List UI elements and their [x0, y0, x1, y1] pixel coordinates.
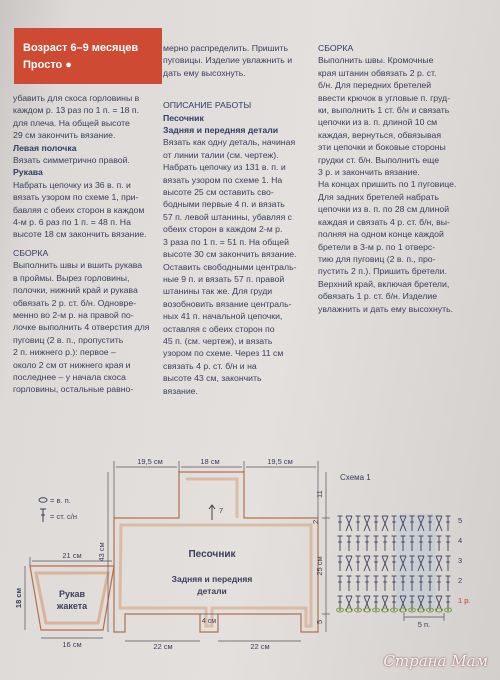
- stitch-symbol: [374, 576, 379, 591]
- sleeve-top-dim: 21 см: [62, 551, 82, 560]
- stitch-symbol: [364, 516, 370, 531]
- text-line: возобновить вязание централь-: [163, 298, 292, 309]
- difficulty-dot-icon: ●: [65, 59, 72, 71]
- text-line: Набрать цепочку из 131 в. п. и: [163, 162, 286, 173]
- sleeves-title: Рукава: [13, 167, 43, 178]
- stitch-symbol: [446, 536, 451, 551]
- text-line: Выполнить швы. Кромочные: [318, 55, 434, 66]
- stitch-symbol: [383, 536, 388, 551]
- stitch-symbol: [338, 556, 343, 571]
- text-line: бавляя с обеих сторон в каждом: [13, 204, 145, 215]
- text-line: 57 п. левой штанины, убавляя с: [163, 211, 293, 222]
- text-line: от линии талии (см. чертеж).: [163, 149, 279, 160]
- romper-title: Песочник: [188, 549, 236, 560]
- text-line: 4-м р. 6 раз по 1 п. = 48 п. На: [13, 217, 131, 228]
- parts-title: Задняя и передняя детали: [163, 125, 279, 136]
- stitch-symbol: [437, 576, 442, 591]
- stitch-symbol: [436, 556, 442, 571]
- text-line: Вязать симметрично правой.: [13, 155, 130, 166]
- text-line: узором по схеме. Через 11 см: [163, 348, 284, 359]
- assembly-title-2: СБОРКА: [318, 43, 354, 53]
- romper-subtitle-2: детали: [197, 586, 227, 596]
- stitch-symbol: [374, 556, 379, 571]
- text-line: лочке выполнить 4 отверстия для: [13, 322, 150, 333]
- dim-top-left: 19,5 см: [137, 457, 163, 466]
- romper-subtitle-1: Задняя и передняя: [171, 574, 253, 584]
- text-line: края штанин обвязать 2 р. ст.: [318, 67, 437, 78]
- text-line: каждая и связать 4 р. ст. б/н, вы-: [318, 216, 450, 227]
- dim-top-right: 19,5 см: [267, 457, 293, 466]
- text-line: тию для пуговиц (2 в. п., про-: [318, 253, 436, 264]
- text-line: пуговицы. Изделие увлажнить и: [163, 55, 293, 66]
- sleeve-diagram: [14, 551, 114, 649]
- age-title: Возраст 6–9 месяцев: [23, 42, 139, 54]
- stitch-symbol: [446, 576, 451, 591]
- stitch-symbol: [356, 536, 361, 551]
- text-line: полняя на одном конце каждой: [318, 229, 444, 240]
- text-line: обвязать 2 р. ст. б/н. Одновре-: [13, 297, 137, 308]
- romper-diagram: [97, 457, 330, 651]
- text-line: ввести крючок в угловые п. груд-: [318, 92, 450, 103]
- stitch-symbol: [365, 536, 370, 551]
- stitch-symbol: [437, 536, 442, 551]
- stitch-symbol: [338, 516, 343, 531]
- text-line: пустить 2 п.). Пришить бретели.: [318, 266, 447, 277]
- work-description-title: ОПИСАНИЕ РАБОТЫ: [163, 100, 252, 111]
- text-line: вязать узором по схеме 1. На: [163, 174, 283, 185]
- text-line: бодными первые 4 п. и вязать: [163, 199, 285, 210]
- text-line: Выполнить швы и вшить рукава: [13, 260, 143, 271]
- text-line: пуговиц (2 в. п., пропустить: [13, 334, 124, 345]
- row-label-4: 4: [458, 536, 463, 545]
- text-line: Верхний край, включая бретели,: [318, 278, 450, 289]
- dim-top-mid: 18 см: [200, 457, 220, 466]
- dim-11: 11: [315, 490, 324, 498]
- stitch-symbol: [346, 516, 352, 531]
- text-line: бретели в 3-м р. по 1 отверс-: [318, 241, 436, 252]
- stitch-symbol: [392, 576, 397, 591]
- stitch-symbol: [347, 536, 352, 551]
- dim-bottom-right: 22 см: [250, 642, 270, 651]
- sleeve-title-2: жакета: [56, 601, 88, 611]
- text-line: Набрать цепочку из 36 в. п. и: [13, 179, 131, 190]
- text-line: обеих сторон в каждом 2-м р.: [163, 224, 283, 235]
- text-line: для плеча. На общей высоте: [13, 117, 130, 128]
- assembly-title: СБОРКА: [13, 247, 49, 258]
- stitch-symbol: [356, 516, 361, 531]
- text-line: 2 п. нижнего р.): первое –: [13, 347, 116, 358]
- difficulty-label: Просто: [23, 59, 63, 71]
- text-line: убавить для скоса горловины в: [13, 93, 140, 103]
- text-line: грудки ст. б/н. Выполнить еще: [318, 154, 440, 165]
- stitch-symbol: [347, 576, 352, 591]
- text-line: связать 4 р. ст. б/н и на: [163, 360, 257, 371]
- legend-chain-label: = в. п.: [50, 496, 71, 505]
- stitch-symbol: [346, 556, 352, 571]
- stitch-symbol: [338, 576, 343, 591]
- sleeve-bottom-dim: 16 см: [62, 640, 82, 649]
- text-line: ных 41 п. начальной цепочки,: [163, 311, 283, 322]
- site-watermark: Страна Мам: [383, 652, 488, 670]
- row-label-1: 1 р.: [458, 596, 471, 605]
- text-line: цепочки из в. п. длиной 10 см: [318, 117, 438, 128]
- scheme-1: [337, 473, 471, 629]
- sleeve-title-1: Рукав: [58, 589, 86, 599]
- dim-25: 25 см: [315, 556, 324, 576]
- text-line: увлажнить и дать ему высохнуть.: [318, 303, 454, 314]
- stitch-symbol: [436, 516, 442, 531]
- stitch-symbol: [374, 516, 379, 531]
- stitch-symbol: [356, 556, 361, 571]
- text-line: цепочки из в. п. по 28 см длиной: [318, 204, 450, 215]
- text-line: б/н. Для передних бретелей: [318, 80, 432, 91]
- stitch-symbol: [374, 536, 379, 551]
- text-line: обвязать 1 р. ст. б/н. Изделие: [318, 291, 438, 302]
- text-line: мерно распределить. Пришить: [163, 43, 288, 53]
- dim-2: 2: [311, 519, 320, 524]
- text-line: дать ему высохнуть.: [163, 67, 246, 78]
- text-line: менно во 2-м р. на правой по-: [13, 309, 134, 320]
- sleeve-side-dim: 18 см: [14, 587, 23, 609]
- dim-7: 7: [219, 506, 224, 515]
- text-line: высоте 43 см, закончить: [163, 373, 262, 384]
- text-line: ные 9 п. и вязать 57 п. правой: [163, 273, 285, 284]
- stitch-symbol: [382, 516, 388, 531]
- text-line: ки, выполнить 1 ст. б/н и связать: [318, 105, 450, 116]
- stitch-symbol: [392, 536, 397, 551]
- stitch-symbol: [392, 516, 397, 531]
- dim-height: 43 см: [97, 542, 106, 562]
- stitch-symbol: [392, 556, 397, 571]
- dim-bottom-mid: 4 см: [201, 618, 217, 625]
- text-line: полочки, нижний край и рукава: [13, 285, 138, 296]
- text-line: высоте 18 см закончить вязание.: [13, 229, 147, 240]
- text-line: в проймы. Вырез горловины,: [13, 272, 130, 283]
- sc-stitch-icon: [40, 509, 46, 522]
- text-line: вязание.: [163, 385, 198, 396]
- text-line: вязать узором по схеме 1, при-: [13, 192, 139, 203]
- stitch-symbol: [364, 556, 370, 571]
- text-line: 3 раза по 1 п. = 51 п. На общей: [163, 236, 289, 247]
- dim-5: 5: [315, 619, 324, 624]
- stitch-symbol: [383, 576, 388, 591]
- text-line: Вязать как одну деталь, начиная: [163, 137, 296, 148]
- text-line: оставляя с обеих сторон по: [163, 323, 275, 334]
- text-line: высоте 30 см закончить вязание.: [163, 249, 297, 260]
- stitch-symbol: [446, 596, 451, 611]
- text-line: Оставить свободными централь-: [163, 261, 297, 272]
- stitch-symbol: [374, 596, 379, 611]
- stitch-symbol: [392, 596, 397, 611]
- stitch-symbol: [382, 556, 388, 571]
- stitch-symbol: [446, 556, 451, 571]
- text-line: Для задних бретелей набрать: [318, 191, 439, 202]
- stitch-symbol: [365, 576, 370, 591]
- stitch-symbol: [338, 596, 343, 611]
- left-front-title: Левая полочка: [13, 142, 77, 153]
- row-label-3: 3: [458, 556, 463, 565]
- row-label-2: 2: [458, 576, 463, 585]
- romper-title: Песочник: [163, 112, 204, 123]
- row-label-5: 5: [458, 516, 463, 525]
- text-line: высоте 25 см оставить сво-: [163, 187, 274, 198]
- text-line: горловины, остальные равно-: [13, 384, 134, 395]
- text-line: последнее – у начала скоса: [13, 371, 126, 382]
- text-line: эти цепочки и боковые стороны: [318, 142, 446, 153]
- text-line: около 2 см от нижнего края и: [13, 359, 131, 370]
- dim-bottom-left: 22 см: [153, 642, 173, 651]
- legend: [39, 496, 77, 522]
- scheme-title: Схема 1: [340, 473, 371, 482]
- text-line: 29 см закончить вязание.: [13, 130, 116, 141]
- stitch-symbol: [356, 576, 361, 591]
- text-line: На концах пришить по 1 пуговице.: [318, 179, 457, 190]
- stitch-symbol: [338, 536, 343, 551]
- text-line: каждая, вернуться, обвязывая: [318, 129, 442, 140]
- stitch-symbol: [446, 516, 451, 531]
- text-line: 3 р. и закончить вязание.: [318, 167, 420, 178]
- chain-stitch-icon: [39, 498, 47, 503]
- text-line: 45 п. (см. чертеж), и вязать: [163, 335, 273, 346]
- text-line: штанины так же. Для груди: [163, 286, 273, 297]
- text-line: каждом р. 13 раз по 1 п. = 18 п.: [13, 105, 140, 116]
- scheme-repeat: 5 п.: [417, 620, 431, 629]
- stitch-symbol: [356, 596, 361, 611]
- legend-sc-label: = ст. с/н: [50, 512, 77, 521]
